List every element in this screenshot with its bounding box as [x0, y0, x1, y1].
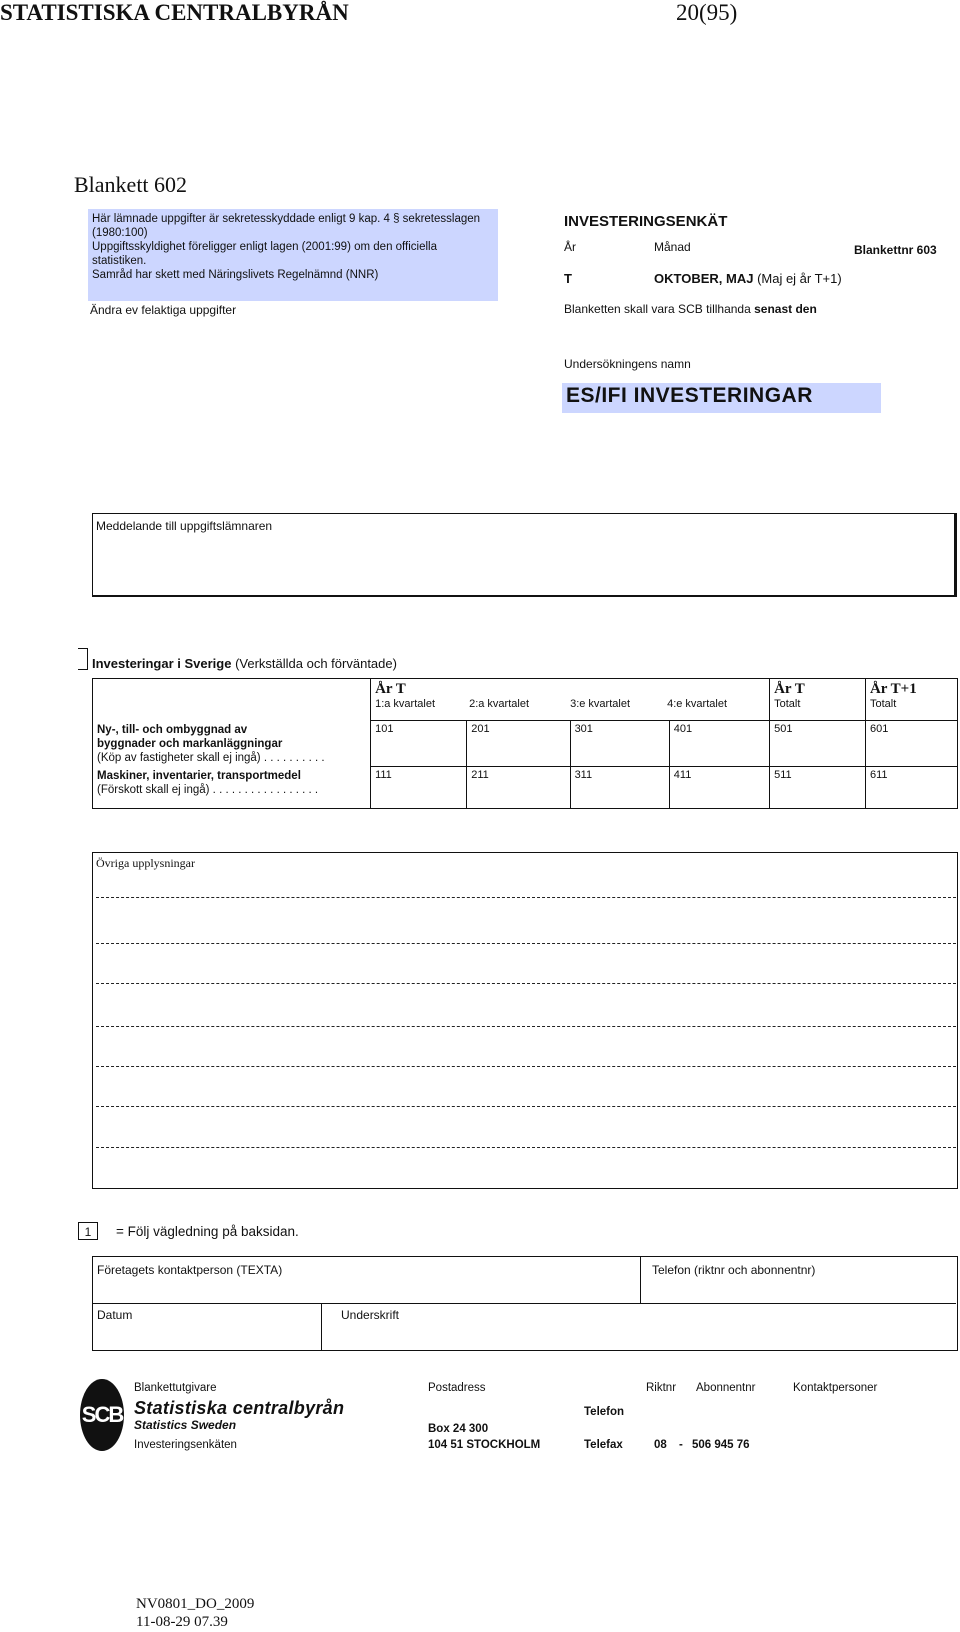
correct-errors-label: Ändra ev felaktiga uppgifter	[90, 303, 237, 317]
writing-line	[96, 943, 956, 944]
divider	[93, 1303, 956, 1304]
quarter-headers	[375, 698, 765, 710]
phone-label: Telefon	[584, 1406, 625, 1418]
input-cell[interactable]	[467, 721, 570, 767]
year-t-label: År T	[375, 681, 406, 697]
row-label-note: (Köp av fastigheter skall ej ingå) . . . . . . . . . .	[97, 751, 325, 764]
notice-line: (1980:100)	[92, 227, 148, 239]
notice-line: statistiken.	[92, 255, 147, 267]
subscriber-label: Abonnentnr	[696, 1382, 756, 1394]
year-t-total-label: År T	[774, 681, 805, 697]
input-cell[interactable]	[865, 721, 957, 767]
field-code: 301	[574, 723, 593, 735]
fax-number: 506 945 76	[692, 1439, 750, 1451]
col-header: 3:e kvartalet	[570, 698, 630, 710]
phone-field[interactable]: Telefon (riktnr och abonnentnr)	[652, 1263, 816, 1277]
notice-line: Här lämnade uppgifter är sekretesskyddade enligt 9 kap. 4 § sekretesslagen	[92, 213, 481, 225]
field-code: 201	[471, 723, 490, 735]
contact-box	[92, 1256, 958, 1351]
confidentiality-notice	[88, 209, 498, 301]
field-code: 111	[375, 769, 392, 781]
field-code: 411	[673, 769, 692, 781]
row-label-buildings	[93, 721, 371, 767]
year-t1-label: År T+1	[869, 681, 917, 697]
contact-person-field[interactable]: Företagets kontaktperson (TEXTA)	[97, 1263, 283, 1277]
col-header: 4:e kvartalet	[667, 698, 727, 710]
input-cell[interactable]	[371, 767, 467, 809]
label-header-cell	[93, 679, 371, 721]
year-value: T	[564, 271, 572, 286]
divider	[321, 1303, 322, 1350]
post-city: 104 51 STOCKHOLM	[428, 1439, 541, 1451]
year-t1-header	[865, 679, 957, 721]
issuer-label: Blankettutgivare	[134, 1382, 217, 1394]
row-label-machinery	[93, 767, 371, 809]
scb-logo: SCB	[80, 1379, 124, 1451]
year-t-total-header	[770, 679, 866, 721]
survey-name: ES/IFI INVESTERINGAR	[562, 383, 881, 413]
notice-line: Samråd har skett med Näringslivets Regelnämnd (NNR)	[92, 269, 379, 281]
section-bracket	[78, 648, 88, 670]
doc-id: NV0801_DO_2009	[136, 1596, 255, 1612]
month-value-group	[654, 271, 842, 286]
issuer-name: Statistiska centralbyrån	[134, 1398, 345, 1418]
input-cell[interactable]	[669, 721, 769, 767]
writing-line	[96, 1147, 956, 1148]
fax-label: Telefax	[584, 1439, 623, 1451]
year-label: År	[564, 240, 576, 254]
form-number: Blankettnr 603	[854, 243, 937, 257]
deadline-bold: senast den	[754, 302, 817, 316]
message-label: Meddelande till uppgiftslämnaren	[96, 519, 273, 533]
month-label: Månad	[654, 240, 691, 254]
writing-line	[96, 983, 956, 984]
input-cell[interactable]	[570, 767, 669, 809]
survey-name-label: Undersökningens namn	[564, 357, 691, 371]
investments-title: Investeringar i Sverige	[92, 656, 232, 671]
other-info-label: Övriga upplysningar	[96, 856, 195, 870]
divider	[640, 1257, 641, 1303]
investments-table	[92, 678, 958, 809]
col-header: Totalt	[774, 698, 801, 710]
month-value: OKTOBER, MAJ	[654, 271, 754, 286]
row-label-note: (Förskott skall ej ingå) . . . . . . . . . . . . . . . . .	[97, 783, 319, 796]
field-code: 501	[774, 723, 793, 735]
writing-line	[96, 897, 956, 898]
guidance-text: = Följ vägledning på baksidan.	[116, 1224, 299, 1239]
row-label-line: Maskiner, inventarier, transportmedel	[97, 769, 301, 782]
writing-line	[96, 1066, 956, 1067]
notice-line: Uppgiftsskyldighet föreligger enligt lagen (2001:99) om den officiella	[92, 241, 437, 253]
investments-subtitle: (Verkställda och förväntade)	[235, 656, 397, 671]
writing-line	[96, 1026, 956, 1027]
signature-field[interactable]: Underskrift	[341, 1308, 400, 1322]
row-label-line: byggnader och markanläggningar	[97, 737, 283, 750]
field-code: 611	[869, 769, 888, 781]
deadline	[564, 302, 817, 316]
col-header: 2:a kvartalet	[469, 698, 529, 710]
org-name: STATISTISKA CENTRALBYRÅN	[0, 0, 349, 25]
input-cell[interactable]	[669, 767, 769, 809]
input-cell[interactable]	[570, 721, 669, 767]
field-code: 511	[774, 769, 792, 781]
page-number: 20(95)	[676, 0, 738, 25]
post-label: Postadress	[428, 1382, 486, 1394]
fax-area: 08	[654, 1439, 667, 1451]
field-code: 311	[574, 769, 593, 781]
area-code-label: Riktnr	[646, 1382, 677, 1394]
issuer-unit: Investeringsenkäten	[134, 1439, 237, 1451]
field-code: 101	[375, 723, 394, 735]
col-header: 1:a kvartalet	[375, 698, 435, 710]
input-cell[interactable]	[770, 767, 866, 809]
investments-heading	[92, 656, 397, 671]
input-cell[interactable]	[467, 767, 570, 809]
guidance-number: 1	[78, 1222, 98, 1240]
date-field[interactable]: Datum	[97, 1308, 133, 1322]
input-cell[interactable]	[371, 721, 467, 767]
field-code: 601	[869, 723, 889, 735]
field-code: 401	[673, 723, 693, 735]
input-cell[interactable]	[865, 767, 957, 809]
contacts-label: Kontaktpersoner	[793, 1382, 878, 1394]
fax-dash: -	[679, 1439, 683, 1451]
deadline-text: Blanketten skall vara SCB tillhanda	[564, 302, 751, 316]
doc-datetime: 11-08-29 07.39	[136, 1614, 228, 1630]
writing-line	[96, 1106, 956, 1107]
post-box: Box 24 300	[428, 1423, 489, 1435]
field-code: 211	[471, 769, 489, 781]
issuer-en: Statistics Sweden	[134, 1418, 237, 1432]
year-t-header	[371, 679, 770, 721]
col-header: Totalt	[869, 698, 897, 710]
form-title: Blankett 602	[74, 172, 188, 197]
month-note: (Maj ej år T+1)	[757, 271, 842, 286]
other-info-box[interactable]	[92, 852, 958, 1189]
row-label-line: Ny-, till- och ombyggnad av	[97, 723, 248, 736]
input-cell[interactable]	[770, 721, 866, 767]
survey-title: INVESTERINGSENKÄT	[564, 213, 728, 230]
